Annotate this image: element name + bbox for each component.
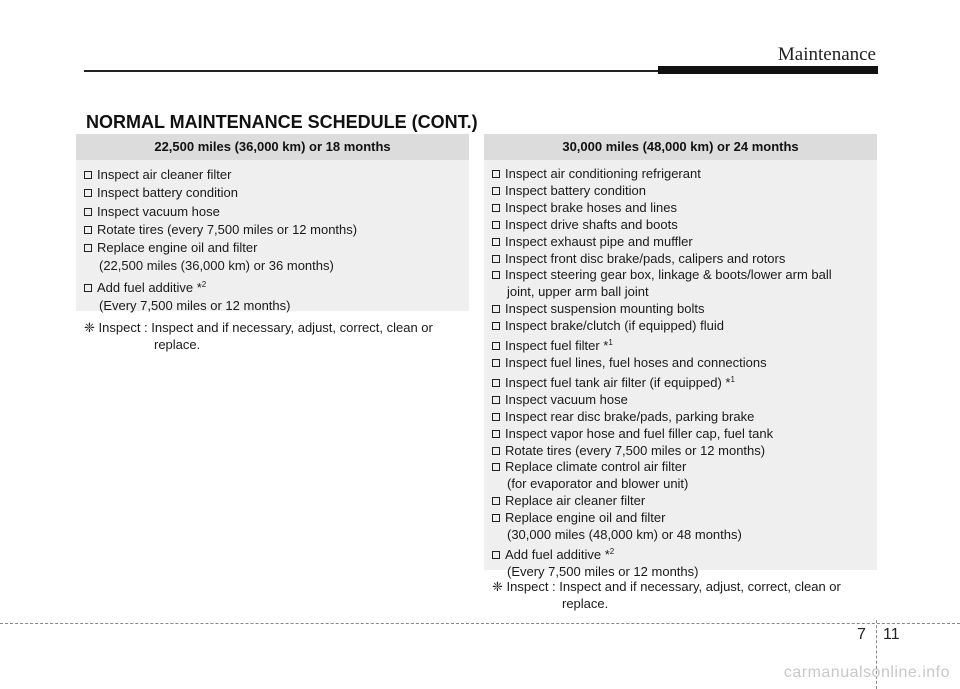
note-first-line: Inspect : Inspect and if necessary, adjust, correct, clean or	[98, 320, 433, 335]
checklist-item-text: Inspect rear disc brake/pads, parking brake	[505, 408, 755, 424]
checklist-item-text: Add fuel additive *	[505, 546, 610, 562]
checkbox-icon	[492, 255, 500, 263]
checklist-item	[492, 355, 869, 372]
checklist-item-text: Inspect fuel tank air filter (if equipped) *	[505, 374, 731, 390]
checklist-item	[492, 267, 869, 284]
left-panel-title: 22,500 miles (36,000 km) or 18 months	[76, 134, 469, 160]
header-rule-thin	[84, 70, 660, 72]
checklist-item-text: Replace climate control air filter	[505, 459, 687, 475]
checkbox-icon	[84, 226, 92, 234]
checkbox-icon	[492, 379, 500, 387]
checklist-item-text: Replace engine oil and filter	[505, 510, 666, 526]
checklist-item	[492, 544, 869, 564]
footnote-marker: 2	[609, 546, 615, 556]
checklist-item	[84, 221, 461, 239]
checklist-item-text: Inspect drive shafts and boots	[505, 216, 678, 232]
checklist-item-text: Inspect fuel filter *	[505, 338, 609, 354]
checklist-item	[492, 166, 869, 183]
left-inspect-note	[76, 319, 469, 353]
footnote-marker: 1	[730, 374, 735, 384]
checkbox-icon	[492, 305, 500, 313]
footer-divider	[0, 623, 960, 624]
page-heading: NORMAL MAINTENANCE SCHEDULE (CONT.)	[86, 112, 478, 132]
watermark: carmanualsonline.info	[783, 664, 950, 681]
checklist-item	[492, 372, 869, 392]
checklist-item-text: Inspect air cleaner filter	[97, 167, 232, 182]
checklist-item-continuation: joint, upper arm ball joint	[507, 284, 649, 300]
checklist-item-text: Inspect fuel lines, fuel hoses and connections	[505, 354, 767, 370]
checklist-item-text: Inspect vapor hose and fuel filler cap, fuel tank	[505, 425, 774, 441]
checklist-item-text: Inspect suspension mounting bolts	[505, 301, 705, 317]
checklist-item-text: Replace air cleaner filter	[505, 493, 646, 509]
checkbox-icon	[84, 208, 92, 216]
page-number: 11	[883, 626, 900, 643]
checklist-item	[84, 203, 461, 221]
checkbox-icon	[492, 342, 500, 350]
checklist-item-text: Replace engine oil and filter	[97, 240, 258, 256]
footnote-marker: 1	[608, 338, 613, 348]
checklist-item-text: Inspect battery condition	[505, 182, 646, 198]
right-inspect-note	[484, 578, 877, 612]
note-first-line: Inspect : Inspect and if necessary, adjust, correct, clean or	[506, 579, 841, 594]
checklist-item	[492, 510, 869, 527]
checklist-item-continuation: (Every 7,500 miles or 12 months)	[99, 298, 291, 314]
checklist-item-text: Inspect vacuum hose	[505, 391, 628, 407]
checklist-item	[84, 184, 461, 202]
left-checklist	[76, 160, 469, 314]
checkbox-icon	[492, 514, 500, 522]
checkbox-icon	[84, 284, 92, 292]
checklist-item	[492, 443, 869, 460]
checkbox-icon	[492, 359, 500, 367]
footnote-marker: 2	[201, 279, 207, 289]
checkbox-icon	[492, 170, 500, 178]
checklist-item	[492, 301, 869, 318]
checklist-item-text: Inspect steering gear box, linkage & boots/lower arm ball	[505, 267, 832, 283]
checklist-item	[84, 276, 461, 297]
checklist-item	[492, 459, 869, 476]
checklist-item	[492, 335, 869, 355]
checklist-item	[84, 239, 461, 257]
checklist-item-text: Inspect exhaust pipe and muffler	[505, 233, 693, 249]
checkbox-icon	[492, 396, 500, 404]
checkbox-icon	[492, 271, 500, 279]
checkbox-icon	[492, 447, 500, 455]
checklist-item-text: Add fuel additive *	[97, 279, 202, 295]
checkbox-icon	[492, 430, 500, 438]
checklist-item	[492, 493, 869, 510]
right-schedule-panel	[484, 134, 877, 612]
checklist-item-text: Inspect vacuum hose	[97, 203, 220, 219]
checkbox-icon	[492, 204, 500, 212]
checklist-item-text: Rotate tires (every 7,500 miles or 12 months)	[97, 221, 358, 237]
checklist-item-text: Inspect front disc brake/pads, calipers and rotors	[505, 250, 786, 266]
checkbox-icon	[492, 322, 500, 330]
right-panel-title: 30,000 miles (48,000 km) or 24 months	[484, 134, 877, 160]
note-second-line: replace.	[154, 337, 201, 352]
checklist-item	[492, 217, 869, 234]
checklist-item	[492, 318, 869, 335]
note-second-line: replace.	[562, 596, 609, 611]
header-rule-thick	[658, 66, 878, 74]
checkbox-icon	[492, 497, 500, 505]
checkbox-icon	[492, 238, 500, 246]
checklist-item-continuation: (Every 7,500 miles or 12 months)	[507, 563, 699, 579]
checkbox-icon	[84, 244, 92, 252]
checkbox-icon	[492, 463, 500, 471]
checklist-item-continuation: (30,000 miles (48,000 km) or 48 months)	[507, 527, 742, 543]
section-title: Maintenance	[777, 44, 876, 65]
checklist-item-text: Inspect battery condition	[97, 185, 238, 201]
checklist-item-continuation: (for evaporator and blower unit)	[507, 476, 689, 492]
page-chapter-number: 7	[857, 626, 866, 643]
checkbox-icon	[492, 413, 500, 421]
checklist-item-continuation: (22,500 miles (36,000 km) or 36 months)	[99, 258, 334, 274]
left-schedule-panel	[76, 134, 469, 353]
checklist-item-text: Rotate tires (every 7,500 miles or 12 months)	[505, 442, 766, 458]
checkbox-icon	[492, 221, 500, 229]
checklist-item-text: Inspect brake/clutch (if equipped) fluid	[505, 318, 724, 334]
checklist-item	[492, 200, 869, 217]
checklist-item	[492, 183, 869, 200]
checklist-item	[492, 409, 869, 426]
checkbox-icon	[492, 551, 500, 559]
note-symbol: ❈	[84, 320, 95, 335]
checklist-item-text: Inspect air conditioning refrigerant	[505, 166, 701, 181]
checkbox-icon	[84, 171, 92, 179]
checkbox-icon	[492, 187, 500, 195]
checklist-item	[492, 251, 869, 268]
checklist-item	[492, 392, 869, 409]
checklist-item-text: Inspect brake hoses and lines	[505, 199, 677, 215]
right-checklist	[484, 160, 877, 579]
checkbox-icon	[84, 189, 92, 197]
checklist-item	[492, 234, 869, 251]
note-symbol: ❈	[492, 579, 503, 594]
checklist-item	[492, 426, 869, 443]
checklist-item	[84, 166, 461, 184]
